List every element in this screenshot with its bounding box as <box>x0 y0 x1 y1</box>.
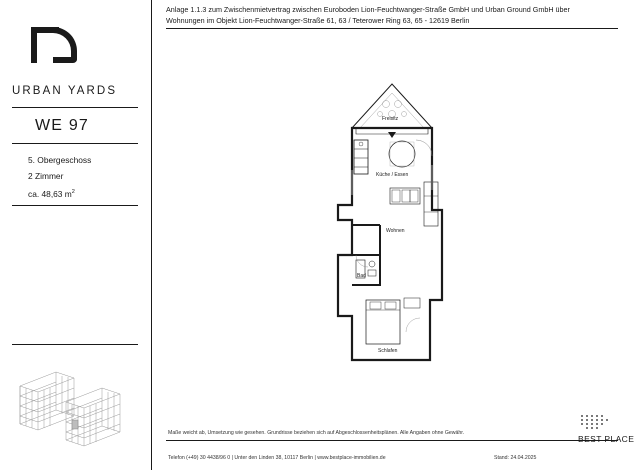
unit-specs <box>28 152 91 202</box>
divider-2 <box>12 143 138 144</box>
unit-area <box>28 184 91 202</box>
floor-plan-drawing <box>330 70 470 360</box>
left-column-divider <box>151 0 152 470</box>
unit-floor: 5. Obergeschoss <box>28 155 92 165</box>
best-place-logo <box>578 412 634 444</box>
brand-name: URBAN YARDS <box>12 85 118 97</box>
divider-3 <box>12 205 138 206</box>
room-label-schlafen: Schlafen <box>378 348 398 354</box>
document-header <box>166 4 618 26</box>
best-place-dot-grid-icon <box>578 412 614 432</box>
best-place-name: BEST PLACE <box>578 434 634 444</box>
room-label-bad: Bad <box>357 273 366 279</box>
divider-1 <box>12 107 138 108</box>
unit-area-unit: 2 <box>71 189 75 195</box>
footer-date: Stand: 24.04.2025 <box>494 455 537 461</box>
unit-rooms: 2 Zimmer <box>28 171 64 181</box>
room-label-wohnen: Wohnen <box>386 228 405 234</box>
footer-contact: Telefon (+49) 30 4438/96 0 | Unter den Linden 38, 10117 Berlin | www.bestplace-immobilien.de <box>168 455 386 461</box>
header-divider <box>166 28 618 29</box>
header-line-2: Wohnungen im Objekt Lion-Feuchtwanger-Straße 61, 63 / Teterower Ring 63, 65 - 12619 Berlin <box>166 16 470 25</box>
urban-yards-corner-mark-icon <box>31 27 77 63</box>
room-label-kueche-essen: Küche / Essen <box>376 172 409 178</box>
building-massing-illustration <box>16 358 142 458</box>
room-label-freisitz: Freisitz <box>382 116 399 122</box>
unit-area-value: ca. 48,63 m <box>28 188 72 199</box>
unit-label: WE 97 <box>35 117 90 134</box>
left-info-column <box>0 0 152 470</box>
footer-divider <box>166 440 618 441</box>
header-line-1: Anlage 1.1.3 zum Zwischenmietvertrag zwischen Euroboden Lion-Feuchtwanger-Straße GmbH und Urban Ground GmbH über <box>166 5 570 14</box>
footer-disclaimer: Maße weicht ab, Umsetzung wie gesehen. Grundrisse beziehen sich auf Abgeschlossenheitsplänen. Alle Angaben ohne Gewähr. <box>168 430 465 436</box>
divider-4 <box>12 344 138 345</box>
